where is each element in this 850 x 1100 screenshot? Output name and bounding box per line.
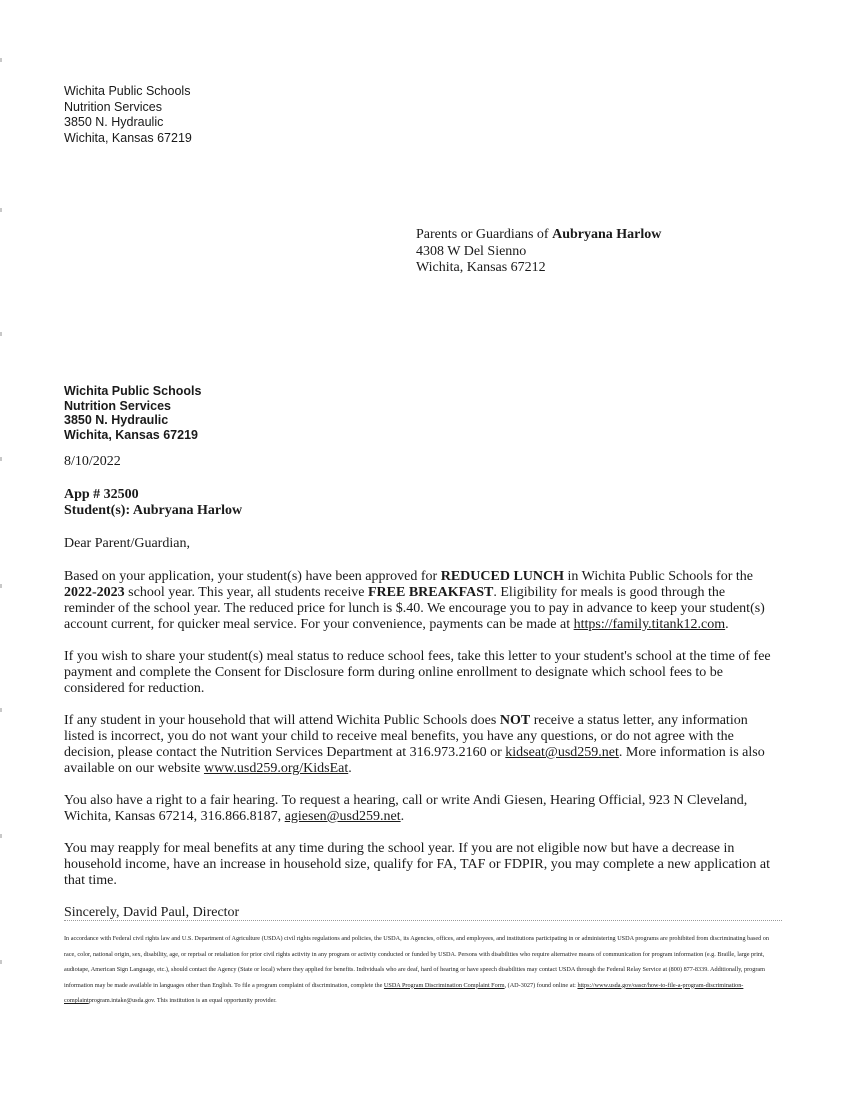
sender-line: Wichita, Kansas 67219 <box>64 427 198 442</box>
text-run: . <box>725 617 729 632</box>
kidseat-website-link[interactable]: www.usd259.org/KidsEat <box>203 761 349 776</box>
app-number: App # 32500 <box>64 487 139 502</box>
salutation: Dear Parent/Guardian, <box>64 536 190 551</box>
recipient-name-line <box>416 227 661 244</box>
return-address-line: Nutrition Services <box>64 99 162 114</box>
sender-block <box>64 384 201 442</box>
recipient-prefix: Parents or Guardians of <box>416 227 553 242</box>
complaint-form-link[interactable]: USDA Program Discrimination Complaint Form <box>383 981 505 989</box>
recipient-address <box>416 227 661 277</box>
text-run: You also have a right to a fair hearing. To request a hearing, call or write Andi Giesen, Hearing Official, 923 N Cleveland, Wichita, Kansas 67214, 316.866.8187, <box>64 793 748 824</box>
hearing-paragraph <box>64 793 779 825</box>
free-breakfast-label: FREE BREAKFAST <box>368 585 494 600</box>
sender-line: Wichita Public Schools <box>64 384 202 398</box>
text-run: . <box>348 761 352 776</box>
scan-mark <box>0 960 2 964</box>
reduced-lunch-status: REDUCED LUNCH <box>440 569 565 584</box>
return-address <box>64 84 192 146</box>
hearing-email-link[interactable]: agiesen@usd259.net <box>284 809 401 824</box>
return-address-line: Wichita Public Schools <box>64 84 191 98</box>
text-run: school year. This year, all students receive <box>124 585 368 600</box>
text-run: receive a status letter, any information listed is incorrect, you do not want your child to receive meal benefits, you have any questions, or do not agree with the decision, please contact the Nutrition Services Department at 316.973.2160 or <box>64 713 748 760</box>
school-year: 2022-2023 <box>64 585 125 600</box>
text-run: If any student in your household that will attend Wichita Public Schools does <box>64 713 500 728</box>
students-line: Student(s): Aubryana Harlow <box>64 503 243 518</box>
footer-divider <box>64 920 782 921</box>
usda-complaint-url-link[interactable]: https://www.usda.gov/oascr/how-to-file-a-program-discrimination-complaint <box>64 981 744 1004</box>
scan-mark <box>0 457 2 461</box>
approval-paragraph <box>64 569 779 633</box>
sender-line: Nutrition Services <box>64 398 171 413</box>
recipient-city: Wichita, Kansas 67212 <box>416 260 546 275</box>
recipient-student-name: Aubryana Harlow <box>552 227 662 242</box>
application-info <box>64 487 779 519</box>
letter-body <box>64 454 779 921</box>
recipient-street: 4308 W Del Sienno <box>416 243 527 259</box>
letter-date: 8/10/2022 <box>64 454 121 469</box>
return-address-line: Wichita, Kansas 67219 <box>64 130 192 145</box>
return-address-line: 3850 N. Hydraulic <box>64 115 164 129</box>
closing-signature: Sincerely, David Paul, Director <box>64 905 240 920</box>
scan-mark <box>0 834 2 838</box>
not-emphasis: NOT <box>499 713 531 728</box>
text-run: . Eligibility for meals is good through the reminder of the school year. The reduced price for lunch is $.40. We encourage you to pay in advance to keep your student(s) account current, for quicker meal service. For your convenience, payments can be made at <box>64 585 765 632</box>
text-run: . This institution is an equal opportunity provider. <box>153 997 277 1004</box>
kidseat-email-link[interactable]: kidseat@usd259.net <box>505 745 619 760</box>
reapply-paragraph: You may reapply for meal benefits at any time during the school year. If you are not eligible now but have a decrease in household income, have an increase in household size, qualify for FA, TAF or FDPIR, you may complete a new application at that time. <box>64 841 770 888</box>
fee-reduction-paragraph: If you wish to share your student(s) meal status to reduce school fees, take this letter to your student's school at the time of fee payment and complete the Consent for Disclosure form during online enrollment to designate which school fees to be considered for reduction. <box>64 649 771 696</box>
payment-link[interactable]: https://family.titank12.com <box>573 617 726 632</box>
text-run: , (AD-3027) found online at: <box>504 981 578 989</box>
text-run: program.intake@usda.gov <box>88 997 154 1004</box>
scan-mark <box>0 332 2 336</box>
scan-mark <box>0 208 2 212</box>
scan-mark <box>0 584 2 588</box>
contact-paragraph <box>64 713 779 777</box>
text-run: in Wichita Public Schools for the <box>564 569 753 584</box>
scan-mark <box>0 708 2 712</box>
nondiscrimination-statement <box>64 931 782 1009</box>
text-run: Based on your application, your student(s) have been approved for <box>64 569 441 584</box>
text-run: . More information is also available on our website <box>64 745 765 776</box>
sender-line: 3850 N. Hydraulic <box>64 413 169 427</box>
text-run: In accordance with Federal civil rights law and U.S. Department of Agriculture (USDA) civil rights regulations and policies, the USDA, its Agencies, offices, and employees, and institutions participating in or administering USDA programs are prohibited from discriminating based on race, color, national origin, sex, disability, age, or reprisal or retaliation for prior civil rights activity in any program or activity conducted or funded by USDA. Persons with disabilities who require alternative means of communication for program information (e.g. Braille, large print, audiotape, American Sign Language, etc.), should contact the Agency (State or local) where they applied for benefits. Individuals who are deaf, hard of hearing or have speech disabilities may contact USDA through the Federal Relay Service at (800) 877-8339. Additionally, program information may be made available in languages other than English. To file a program complaint of discrimination, complete the <box>64 935 769 989</box>
scan-mark <box>0 58 2 62</box>
text-run: . <box>400 809 405 824</box>
